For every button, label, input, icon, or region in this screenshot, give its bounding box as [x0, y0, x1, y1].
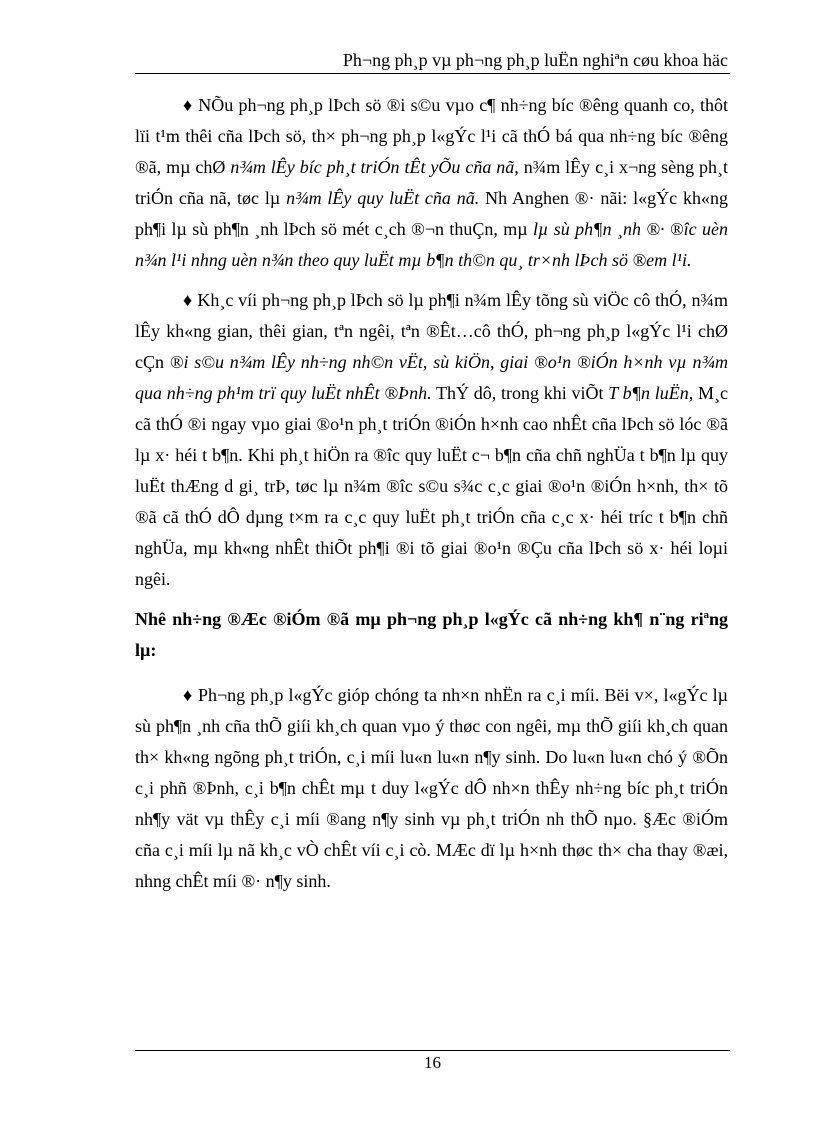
paragraph-logic-typical-stages	[135, 285, 728, 595]
page-body	[135, 90, 728, 906]
paragraph-text: ♦ Kh¸c víi ph¬ng ph¸p lÞch sö lµ ph¶i n¾m lÊy tõng sù viÖc cô thÓ, n¾m lÊy kh«ng gian, thêi gian, tªn ngêi, tªn ®Êt…cô thÓ, ph¬ng ph¸p l«gÝc l¹i chØ cÇn	[135, 290, 728, 372]
emphasis-text: n¾m lÊy quy luËt cña nã.	[286, 188, 480, 208]
emphasis-text: n¾m lÊy bíc ph¸t triÓn tÊt yÕu cña nã,	[230, 157, 519, 177]
emphasis-text: ®i s©u n¾m lÊy nh÷ng nh©n vËt, sù kiÖn, giai ®o¹n ®iÓn h×nh vµ n¾m qua nh÷ng ph¹m trï quy luËt nhÊt ®Þnh.	[135, 352, 728, 403]
header-divider	[135, 73, 730, 74]
footer-divider	[135, 1050, 730, 1051]
emphasis-text: T b¶n luËn,	[608, 383, 694, 403]
paragraph-text: ♦ NÕu ph¬ng ph¸p lÞch sö ®i s©u vµo c¶ nh÷ng bíc ®êng quanh co, thôt lïi t¹m thêi cña lÞch sö, th× ph¬ng ph¸p l«gÝc l¹i cã thÓ bá qua nh÷ng bíc ®êng ®ã, mµ chØ	[135, 95, 728, 177]
emphasis-text: lµ sù ph¶n ¸nh ®· ®îc uèn n¾n l¹i nhng uèn n¾n theo quy luËt mµ b¶n th©n qu¸ tr×nh lÞch sö ®em l¹i.	[135, 219, 728, 270]
paragraph-text: Nh Anghen ®· nãi: l«gÝc kh«ng ph¶i lµ sù ph¶n ¸nh lÞch sö mét c¸ch ®¬n thuÇn, mµ	[135, 188, 728, 239]
paragraph-logic-vs-history	[135, 90, 728, 276]
paragraph-text: ThÝ dô, trong khi viÕt	[431, 383, 609, 403]
paragraph-text: M¸c cã thÓ ®i ngay vµo giai ®o¹n ph¸t triÓn ®iÓn h×nh cao nhÊt cña lÞch sö lóc ®ã lµ x· héi t b¶n. Khi ph¸t hiÖn ra ®îc quy luËt c¬ b¶n cña chñ nghÜa t b¶n lµ quy luËt thÆng d gi¸ trÞ, tøc lµ n¾m ®îc s©u s¾c c¸c giai ®o¹n ®iÓn h×nh, th× tõ ®ã cã thÓ dÔ dµng t×m ra c¸c quy luËt ph¸t triÓn cña c¸c x· héi tríc t b¶n chñ nghÜa, mµ kh«ng nhÊt thiÕt ph¶i ®i tõ giai ®o¹n ®Çu cña lÞch sö x· héi loµi ngêi.	[135, 383, 728, 589]
paragraph-new-things: ♦ Ph¬ng ph¸p l«gÝc gióp chóng ta nh×n nhËn ra c¸i míi. Bëi v×, l«gÝc lµ sù ph¶n ¸nh cña thÕ giíi kh¸ch quan vµo ý thøc con ngêi, mµ thÕ giíi kh¸ch quan th× kh«ng ngõng ph¸t triÓn, c¸i míi lu«n lu«n n¶y sinh. Do lu«n lu«n chó ý ®Õn c¸i phñ ®Þnh, c¸i b¶n chÊt mµ t duy l«gÝc dÔ nh×n thÊy nh÷ng bíc ph¸t triÓn nh¶y vät vµ thÊy c¸i míi ®ang n¶y sinh vµ ph¸t triÓn nh thÕ nµo. §Æc ®iÓm cña c¸i míi lµ nã kh¸c vÒ chÊt víi c¸i cò. MÆc dï lµ h×nh thøc th× cha thay ®æi, nhng chÊt míi ®· n¶y sinh.	[135, 685, 728, 891]
paragraph-text: n¾m lÊy c¸i x¬ng sèng ph¸t triÓn cña nã, tøc lµ	[135, 157, 729, 208]
page-number: 16	[424, 1053, 441, 1072]
section-heading: Nhê nh÷ng ®Æc ®iÓm ®ã mµ ph¬ng ph¸p l«gÝc cã nh÷ng kh¶ n¨ng riªng lµ:	[135, 609, 728, 660]
running-header: Ph¬ng ph¸p vµ ph¬ng ph¸p luËn nghiªn cøu khoa häc	[342, 50, 728, 70]
